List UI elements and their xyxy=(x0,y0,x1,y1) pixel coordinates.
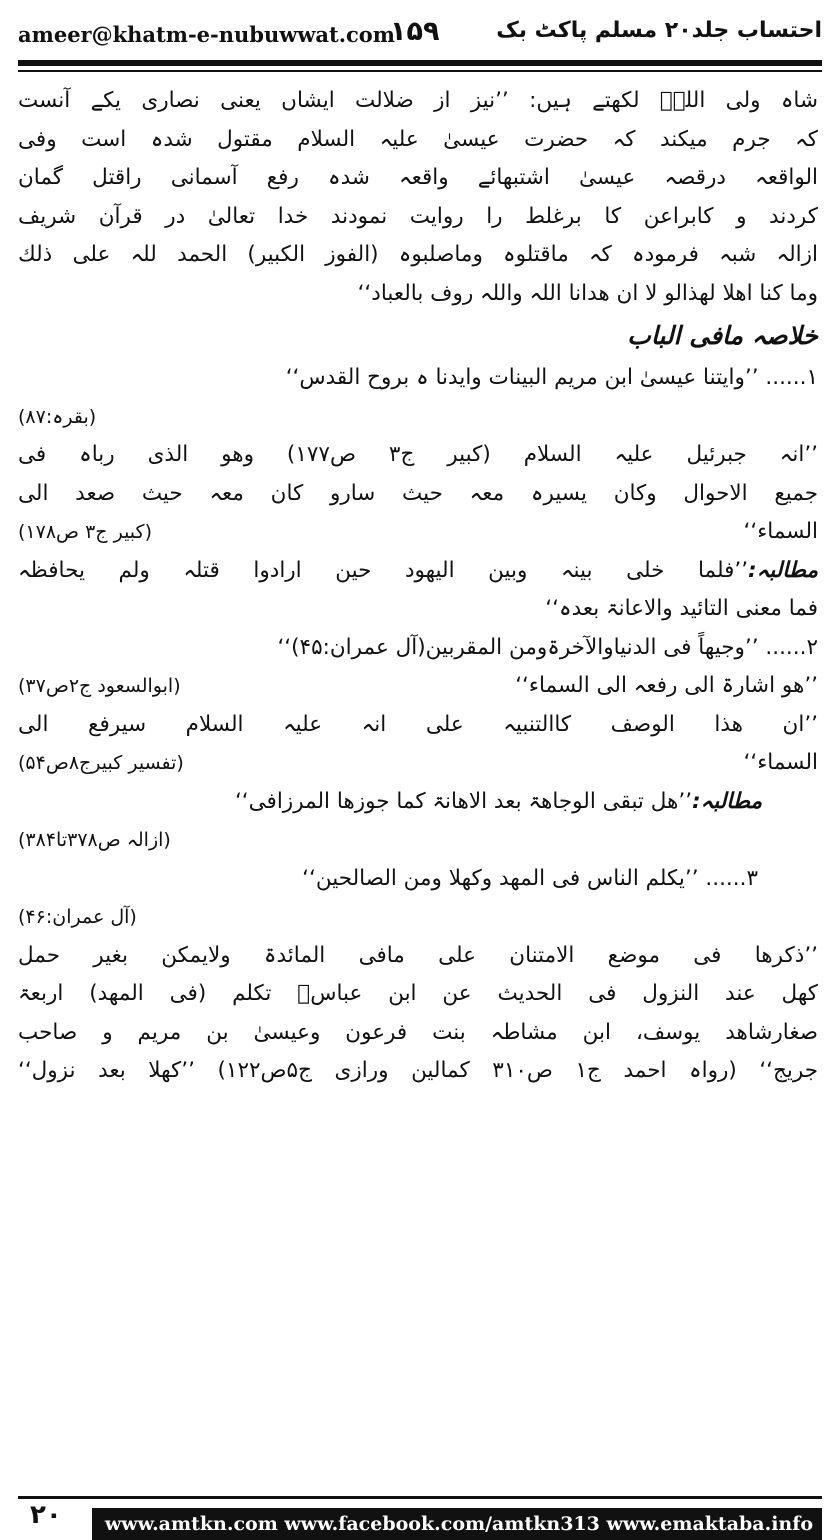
item2-quote: ’’وجیھاً فی الدنیاوالآخرۃومن المقربین(آل عمران:۴۵)‘‘ xyxy=(277,634,759,660)
item2-matalba-ref: (ازالہ ص۳۷۸تا۳۸۴) xyxy=(18,829,171,851)
header-email: ameer@khatm-e-nubuwwat.com xyxy=(18,22,396,47)
item1-ref-line xyxy=(18,398,818,437)
body-line: الواقعہ درقصہ عیسیٰ اشتبھائے واقعہ شدہ رفع آسمانی راقتل گمان xyxy=(18,165,818,190)
body-line: کردند و کابراعن کا برغلط را روایت نمودند خدا تعالیٰ در قرآن شریف xyxy=(18,203,818,229)
item3-ref: (آل عمران:۴۶) xyxy=(18,906,137,928)
body-line: وما کنا اھلا لھذالو لا ان ھدانا اللہ واللہ روف بالعباد‘‘ xyxy=(357,280,818,306)
item2-matalba-text: ’’ھل تبقی الوجاھۃ بعد الاھانۃ کما جوزھا المرزافی‘‘ xyxy=(234,788,693,814)
item2-number: ۲...... xyxy=(765,634,818,660)
item1-comment-ref: (کبیر ج۳ ص۱۷۸) xyxy=(18,521,152,543)
footer-links: www.amtkn.com www.facebook.com/amtkn313 www.emaktaba.info xyxy=(104,1513,814,1535)
body-line: ازالہ شبہ فرمودہ کہ ماقتلوہ وماصلبوہ (الفوز الکبیر) الحمد للہ علی ذلك xyxy=(18,242,818,267)
item2-comment1-line xyxy=(18,667,818,706)
item2-comment1: ’’ھو اشارۃ الی رفعہ الی السماء‘‘ xyxy=(515,673,818,698)
item3-quote-line xyxy=(18,860,818,899)
item2-comment1-ref: (ابوالسعود ج۲ص۳۷) xyxy=(18,675,181,697)
item1-quote-line xyxy=(18,359,818,398)
footer-rule xyxy=(18,1496,822,1499)
item3-comment-line: ’’ذکرھا فی موضع الامتنان علی مافی المائدۃ ولایمکن بغیر حمل xyxy=(18,942,818,968)
header-rule-thick xyxy=(18,60,822,66)
section-heading: خلاصہ مافی الباب xyxy=(627,321,818,350)
item2-matalba-label: مطالبہ: xyxy=(692,788,762,814)
body-line: کہ جرم میکند کہ حضرت عیسیٰ علیہ السلام مقتول شدہ است وفی xyxy=(18,126,818,152)
item3-ref-line xyxy=(18,898,818,937)
body-line: شاہ ولی اللہؒ لکھتے ہیں: ’’نیز از ضلالت ایشاں یعنی نصاری یکے آنست xyxy=(18,88,818,113)
footer-page-number: ۲۰ xyxy=(30,1500,62,1530)
item1-comment-line: جمیع الاحوال وکان یسیرہ معہ حیث سارو کان معہ حیث صعد الی xyxy=(18,480,818,506)
item1-matalba-label: مطالبہ: xyxy=(748,557,818,583)
item2-comment2-end-line xyxy=(18,744,818,783)
item2-comment2-line: ’’ان ھذا الوصف کاالتنبیہ علی انہ علیہ السلام سیرفع الی xyxy=(18,711,818,737)
item1-ref: (بقرہ:۸۷) xyxy=(18,405,97,428)
item2-comment2-ref: (تفسیر کبیرج۸ص۵۴) xyxy=(18,752,184,774)
item3-comment-line: کھل عند النزول فی الحدیث عن ابن عباسؓ تکلم (فی المھد) اربعۃ xyxy=(18,981,818,1006)
header-page-number: ۱۵۹ xyxy=(390,16,440,47)
item3-comment-line: جریج‘‘ (رواہ احمد ج۱ ص۳۱۰ کمالین ورازی ج۵ص۱۲۲) ’’کھلا بعد نزول‘‘ xyxy=(18,1058,819,1083)
header-rule-thin xyxy=(18,70,822,72)
page-body xyxy=(18,82,818,1091)
item1-quote: ’’وایتنا عیسیٰ ابن مریم البینات وایدنا ہ بروح القدس‘‘ xyxy=(285,365,759,390)
item1-number: ۱...... xyxy=(765,365,818,390)
item1-comment-end: السماء‘‘ xyxy=(743,519,818,544)
item2-matalba-line xyxy=(18,783,818,822)
item2-comment2-end: السماء‘‘ xyxy=(743,750,818,775)
item1-matalba-text: ’’فلما خلی بینہ وبین الیھود حین ارادوا قتلہ ولم یحافظہ xyxy=(18,557,749,583)
item2-quote-line xyxy=(18,629,818,668)
item1-comment-end-line xyxy=(18,513,818,552)
item1-comment-line: ’’انہ جبرئیل علیہ السلام (کبیر ج۳ ص۱۷۷) وھو الذی رباہ فی xyxy=(18,442,819,467)
item3-comment-line: صغارشاھد یوسف، ابن مشاطہ بنت فرعون وعیسیٰ بن مریم و صاحب xyxy=(18,1019,818,1045)
item1-matalba-line: فما معنی التائید والاعانۃ بعدہ‘‘ xyxy=(545,596,818,621)
header-book-title: احتساب جلد۲۰ مسلم پاکٹ بک xyxy=(496,18,822,43)
item1-matalba-line xyxy=(18,552,818,591)
item2-matalba-ref-line xyxy=(18,821,818,860)
item3-quote: ’’یکلم الناس فی المھد وکھلا ومن الصالحین‘‘ xyxy=(302,865,699,891)
page-header xyxy=(18,12,822,52)
item3-number: ۳...... xyxy=(705,865,758,891)
